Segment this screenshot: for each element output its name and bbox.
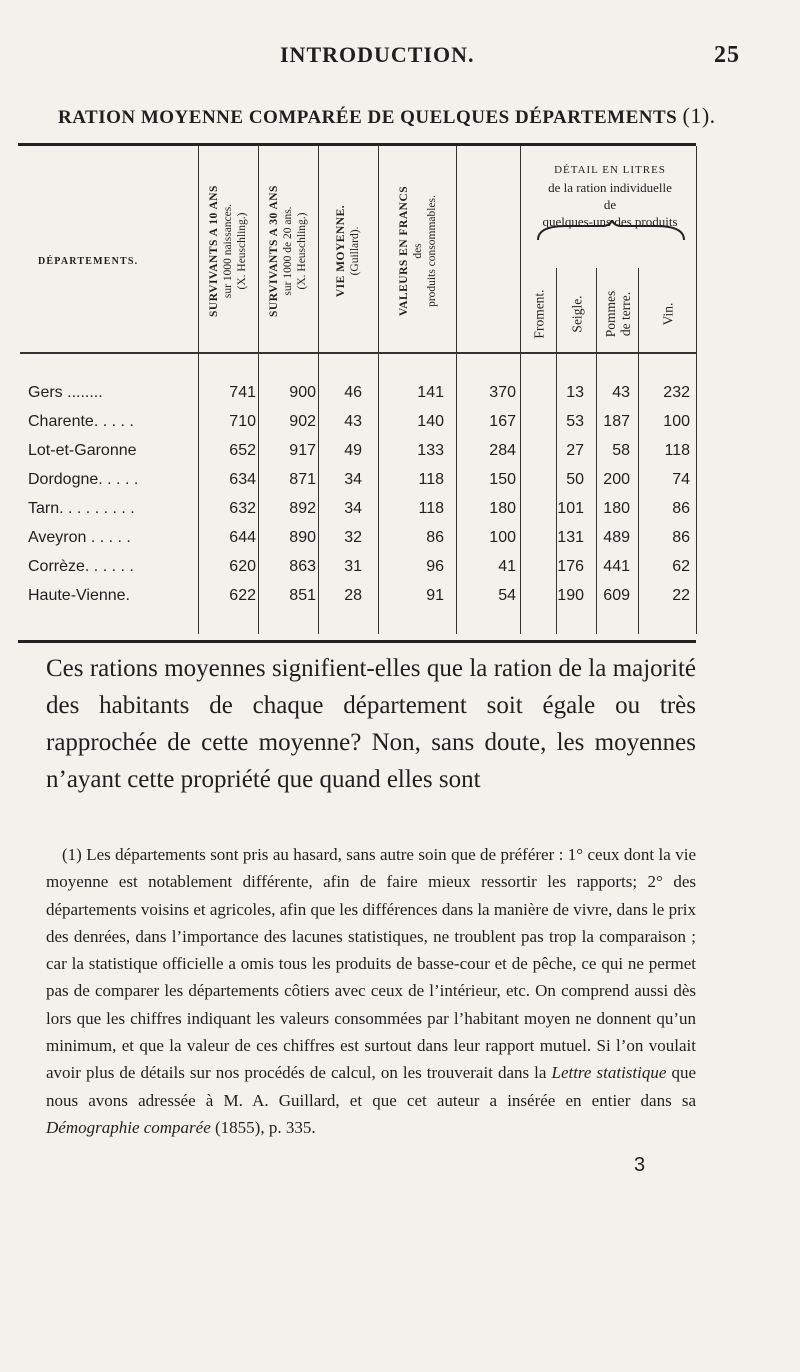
cell-surv10: 632 xyxy=(229,500,256,517)
cell-froment: 150 xyxy=(489,471,516,488)
header-surv10-line1: SURVIVANTS A 10 ANS xyxy=(208,185,220,317)
cell-froment: 370 xyxy=(489,384,516,401)
cell-seigle: 190 xyxy=(557,587,584,604)
cell-valeur: 133 xyxy=(417,442,444,459)
cell-seigle: 131 xyxy=(557,529,584,546)
header-seigle xyxy=(558,272,596,356)
header-detail-line2: de la ration individuelle xyxy=(548,180,672,195)
cell-pommes: 609 xyxy=(603,587,630,604)
cell-surv30: 890 xyxy=(289,529,316,546)
cell-valeur: 86 xyxy=(426,529,444,546)
body-paragraph-text: Ces rations moyennes signifient-elles que la ration de la majorité des habitants de chaque département soit égale ou très rapprochée de cette moyenne? Non, sans doute, les moyennes n’ayant cette propriété que quand elles sont xyxy=(46,655,696,793)
cell-vin: 62 xyxy=(672,558,690,575)
cell-surv10: 710 xyxy=(229,413,256,430)
table-row xyxy=(24,442,696,470)
page-number: 25 xyxy=(714,42,740,68)
cell-seigle: 50 xyxy=(566,471,584,488)
header-val-line1: VALEURS EN FRANCS xyxy=(398,185,410,317)
running-head-title: INTRODUCTION. xyxy=(280,42,475,67)
header-vie-moyenne xyxy=(320,168,376,334)
cell-vie: 49 xyxy=(344,442,362,459)
table-row xyxy=(24,413,696,441)
cell-vin: 86 xyxy=(672,500,690,517)
header-val-line3: produits consommables. xyxy=(426,195,438,307)
cell-departement: Corrèze. . . . . . xyxy=(28,558,134,575)
header-vie-line1: VIE MOYENNE. xyxy=(335,204,347,298)
running-header xyxy=(100,42,740,72)
cell-pommes: 43 xyxy=(612,384,630,401)
footnote-italic-demographie: Démographie comparée xyxy=(46,1117,211,1137)
header-survivants-30 xyxy=(260,168,316,334)
table-row xyxy=(24,558,696,586)
cell-valeur: 140 xyxy=(417,413,444,430)
cell-pommes: 58 xyxy=(612,442,630,459)
header-detail-line1: DÉTAIL EN LITRES xyxy=(554,164,666,176)
header-surv10-line2: sur 1000 naissances. xyxy=(222,203,234,299)
cell-vin: 118 xyxy=(664,442,690,459)
cell-vin: 100 xyxy=(663,413,690,430)
cell-surv30: 851 xyxy=(289,587,316,604)
cell-surv10: 644 xyxy=(229,529,256,546)
footnote-paragraph xyxy=(46,841,696,1141)
table-row xyxy=(24,384,696,412)
cell-vie: 43 xyxy=(344,413,362,430)
cell-surv30: 900 xyxy=(289,384,316,401)
cell-surv10: 652 xyxy=(229,442,256,459)
cell-vie: 31 xyxy=(344,558,362,575)
header-surv30-line3: (X. Heuschling.) xyxy=(296,212,308,290)
cell-departement: Aveyron . . . . . xyxy=(28,529,131,546)
cell-departement: Lot-et-Garonne xyxy=(28,442,137,459)
cell-surv30: 902 xyxy=(289,413,316,430)
cell-vin: 22 xyxy=(672,587,690,604)
cell-departement: Dordogne. . . . . xyxy=(28,471,139,488)
header-pommes-line2: de terre. xyxy=(618,291,633,337)
cell-surv10: 622 xyxy=(229,587,256,604)
table-title-note-ref: (1). xyxy=(682,103,716,128)
footnote xyxy=(46,841,696,1141)
footnote-italic-lettre: Lettre statistique xyxy=(551,1063,667,1083)
cell-departement: Charente. . . . . xyxy=(28,413,134,430)
cell-vin: 232 xyxy=(663,384,690,401)
footnote-text-2: que nous avons adressée à M. A. Guillard, et que cet auteur a insérée en entier dans sa xyxy=(46,1063,697,1110)
cell-departement: Gers ........ xyxy=(28,384,103,401)
cell-froment: 284 xyxy=(489,442,516,459)
cell-surv30: 917 xyxy=(289,442,316,459)
cell-froment: 41 xyxy=(498,558,516,575)
header-valeurs xyxy=(380,168,456,334)
cell-seigle: 27 xyxy=(566,442,584,459)
cell-pommes: 200 xyxy=(603,471,630,488)
cell-surv10: 620 xyxy=(229,558,256,575)
table-row xyxy=(24,529,696,557)
cell-seigle: 13 xyxy=(566,384,584,401)
cell-seigle: 53 xyxy=(566,413,584,430)
header-froment-text: Froment. xyxy=(531,289,547,339)
cell-seigle: 101 xyxy=(557,500,584,517)
cell-pommes: 180 xyxy=(603,500,630,517)
cell-froment: 180 xyxy=(489,500,516,517)
header-detail-line3: de xyxy=(603,197,617,212)
cell-valeur: 141 xyxy=(417,384,444,401)
header-seigle-text: Seigle. xyxy=(569,295,585,333)
cell-surv10: 634 xyxy=(229,471,256,488)
header-surv10-line3: (X. Heuschling.) xyxy=(236,212,248,290)
cell-vin: 74 xyxy=(672,471,690,488)
cell-valeur: 91 xyxy=(426,587,444,604)
cell-surv30: 863 xyxy=(289,558,316,575)
cell-froment: 100 xyxy=(489,529,516,546)
cell-surv10: 741 xyxy=(229,384,256,401)
table-row xyxy=(24,500,696,528)
cell-departement: Tarn. . . . . . . . . xyxy=(28,500,135,517)
header-surv30-line1: SURVIVANTS A 30 ANS xyxy=(268,185,280,317)
header-vie-line2: (Guillard). xyxy=(349,226,361,276)
header-pommes xyxy=(598,272,638,356)
header-brace xyxy=(536,220,686,242)
cell-valeur: 118 xyxy=(418,471,444,488)
table-title xyxy=(58,103,758,129)
table-row xyxy=(24,471,696,499)
header-froment xyxy=(522,272,556,356)
cell-valeur: 118 xyxy=(418,500,444,517)
signature-mark: 3 xyxy=(634,1154,646,1176)
header-vin-text: Vin. xyxy=(660,302,676,326)
cell-vin: 86 xyxy=(672,529,690,546)
header-vin xyxy=(640,272,696,356)
footnote-text-3: (1855), p. 335. xyxy=(215,1117,316,1137)
cell-vie: 28 xyxy=(344,587,362,604)
cell-pommes: 187 xyxy=(603,413,630,430)
header-survivants-10 xyxy=(200,168,256,334)
table-title-text: RATION MOYENNE COMPARÉE DE QUELQUES DÉPARTEMENTS xyxy=(58,107,678,128)
cell-froment: 167 xyxy=(489,413,516,430)
cell-valeur: 96 xyxy=(426,558,444,575)
cell-surv30: 871 xyxy=(289,471,316,488)
cell-vie: 34 xyxy=(344,471,362,488)
header-detail-line4: quelques-uns des produits xyxy=(542,214,678,229)
header-pommes-line1: Pommes xyxy=(603,290,618,338)
body-paragraph xyxy=(46,650,696,798)
table-row xyxy=(24,587,696,615)
cell-froment: 54 xyxy=(498,587,516,604)
cell-pommes: 441 xyxy=(603,558,630,575)
header-departements: DÉPARTEMENTS. xyxy=(38,256,139,267)
cell-surv30: 892 xyxy=(289,500,316,517)
header-val-line2: des xyxy=(412,243,424,259)
header-surv30-line2: sur 1000 de 20 ans. xyxy=(282,206,294,296)
footnote-text-1: (1) Les départements sont pris au hasard, sans autre soin que de préférer : 1° ceux dont la vie moyenne est notablement différente, afin de faire mieux ressortir les rapports; 2° des départements voisins et agricoles, afin que les différences dans la manière de vivre, dans le prix des denrées, dans l’importance des lacunes statistiques, ne troublent pas trop la comparaison ; car la statistique officielle a omis tous les produits de basse-cour et de pêche, ce qui ne permet pas de comparer les départements côtiers avec ceux de l’intérieur, etc. On comprend aussi dès lors que les chiffres indiquant les valeurs consommées par l’habitant moyen ne donnent qu’un minimum, et que la valeur de ces chiffres est surtout dans leur rapport mutuel. Si l’on voulait avoir plus de détails sur nos procédés de calcul, on les trouverait dans la xyxy=(46,845,696,1083)
cell-vie: 34 xyxy=(344,500,362,517)
cell-vie: 32 xyxy=(344,529,362,546)
cell-vie: 46 xyxy=(344,384,362,401)
cell-departement: Haute-Vienne. xyxy=(28,587,130,604)
cell-pommes: 489 xyxy=(603,529,630,546)
cell-seigle: 176 xyxy=(557,558,584,575)
